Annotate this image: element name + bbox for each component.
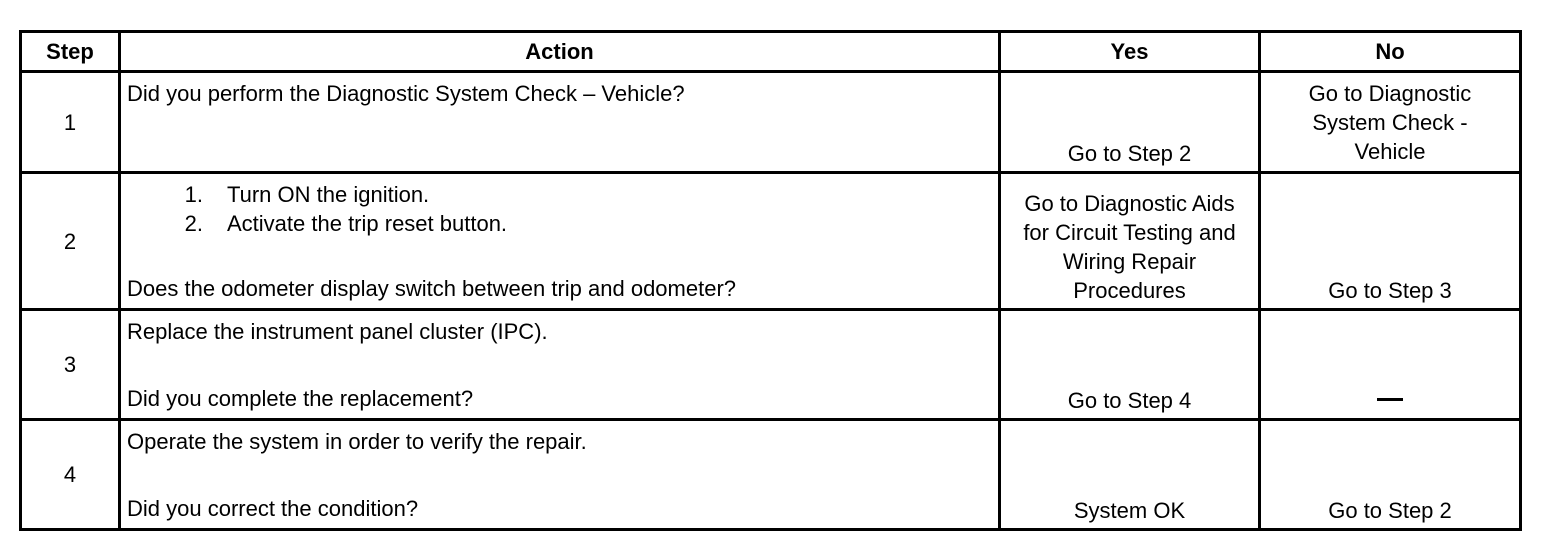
action-question: Did you complete the replacement? (127, 386, 474, 411)
yes-line: Go to Diagnostic Aids (1024, 191, 1235, 216)
yes-line: Wiring Repair (1062, 249, 1197, 274)
header-row (21, 32, 1521, 72)
list-item-text: Turn ON the ignition. (227, 182, 430, 207)
no-line: System Check - (1312, 110, 1468, 135)
table-row (21, 173, 1521, 310)
yes-cell: System OK (1000, 420, 1260, 530)
table-row (21, 72, 1521, 173)
yes-line: for Circuit Testing and (1023, 220, 1236, 245)
list-item-number: 2. (184, 211, 203, 236)
action-cell (120, 310, 1000, 420)
yes-cell: Go to Step 4 (1000, 310, 1260, 420)
no-cell (1260, 72, 1521, 173)
action-cell (120, 420, 1000, 530)
step-number: 3 (21, 310, 120, 420)
action-text: Replace the instrument panel cluster (IPC). (127, 319, 548, 344)
action-steps-list (127, 180, 990, 238)
action-question: Does the odometer display switch between trip and odometer? (127, 276, 737, 301)
table-row (21, 310, 1521, 420)
header-action: Action (120, 32, 1000, 72)
header-step: Step (21, 32, 120, 72)
list-item-text: Activate the trip reset button. (227, 211, 508, 236)
yes-cell (1000, 173, 1260, 310)
no-line: Go to Diagnostic (1308, 81, 1472, 106)
no-line: Vehicle (1354, 139, 1426, 164)
em-dash (1377, 398, 1403, 401)
yes-line: Procedures (1073, 278, 1186, 303)
yes-cell: Go to Step 2 (1000, 72, 1260, 173)
action-text: Operate the system in order to verify the repair. (127, 429, 587, 454)
header-yes: Yes (1000, 32, 1260, 72)
action-text: Did you perform the Diagnostic System Check – Vehicle? (127, 81, 685, 106)
list-item-number: 1. (184, 182, 203, 207)
no-cell: Go to Step 3 (1260, 173, 1521, 310)
action-cell (120, 173, 1000, 310)
no-cell (1260, 310, 1521, 420)
no-cell: Go to Step 2 (1260, 420, 1521, 530)
step-number: 2 (21, 173, 120, 310)
step-number: 1 (21, 72, 120, 173)
action-cell (120, 72, 1000, 173)
diagnostic-table (19, 30, 1522, 531)
step-number: 4 (21, 420, 120, 530)
list-item (127, 180, 990, 209)
header-no: No (1260, 32, 1521, 72)
table-row (21, 420, 1521, 530)
action-question: Did you correct the condition? (127, 496, 419, 521)
list-item (127, 209, 990, 238)
